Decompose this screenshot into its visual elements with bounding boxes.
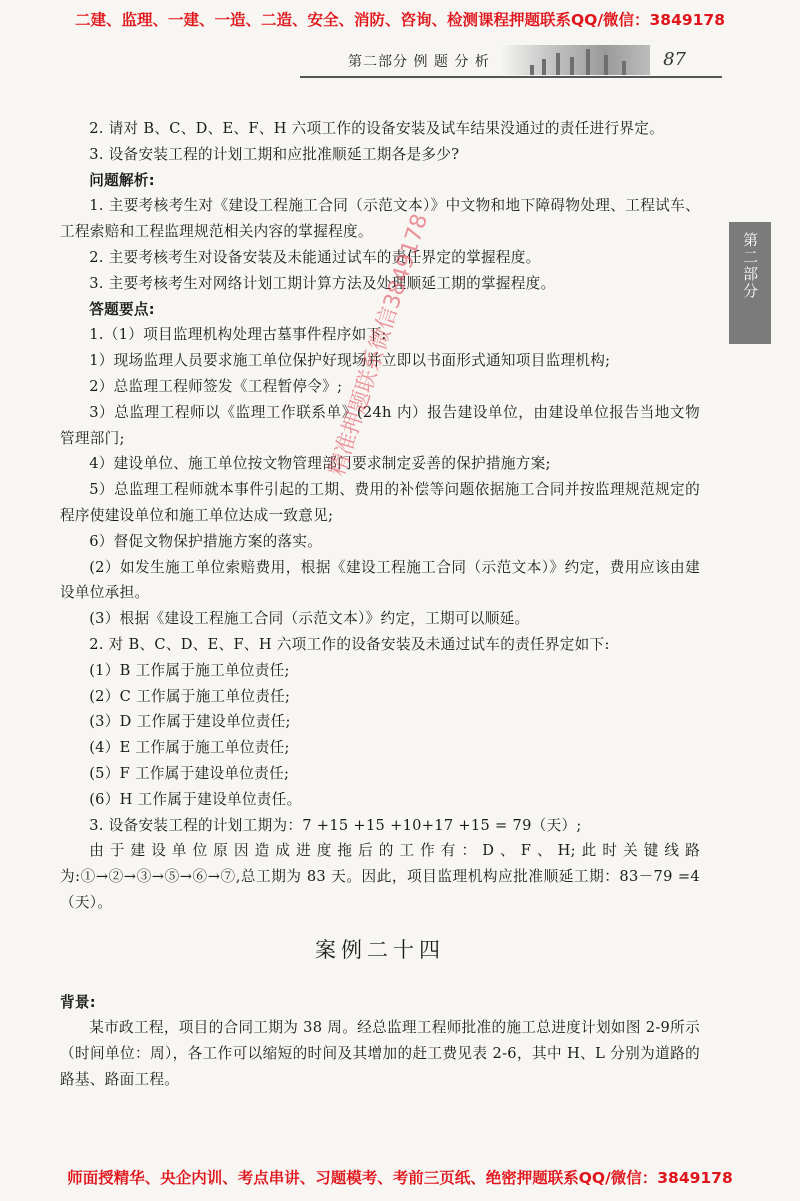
section-heading: 答题要点: — [89, 300, 155, 318]
side-tab — [729, 222, 771, 344]
paragraph: (2）C 工作属于施工单位责任; — [89, 687, 291, 705]
paragraph: (3）根据《建设工程施工合同（示范文本）》约定，工期可以顺延。 — [89, 610, 530, 628]
paragraph: 2. 对 B、C、D、E、F、H 六项工作的设备安装及未通过试车的责任界定如下: — [89, 635, 610, 653]
paragraph: (4）E 工作属于施工单位责任; — [89, 739, 290, 757]
paragraph: 1）现场监理人员要求施工单位保护好现场并立即以书面形式通知项目监理机构; — [89, 352, 611, 370]
background-label: 背景: — [60, 993, 96, 1011]
paragraph: 3. 设备安装工程的计划工期为：7 +15 +15 +10+17 +15 = 79（天）; — [89, 816, 582, 834]
paragraph: 6）督促文物保护措施方案的落实。 — [89, 532, 323, 550]
paragraph: 2. 请对 B、C、D、E、F、H 六项工作的设备安装及试车结果没通过的责任进行界定。 — [89, 120, 665, 137]
paragraph: 1.（1）项目监理机构处理古墓事件程序如下: — [89, 326, 387, 344]
paragraph: (3）D 工作属于建设单位责任; — [89, 713, 291, 731]
paragraph: 2. 主要考核考生对设备安装及未能通过试车的责任界定的掌握程度。 — [89, 248, 541, 266]
paragraph: 3）总监理工程师以《监理工作联系单》(24h 内）报告建设单位，由建设单位报告当地文物管理部门; — [60, 403, 700, 447]
case-title: 案例二十四 — [315, 937, 445, 962]
background-text: 某市政工程，项目的合同工期为 38 周。经总监理工程师批准的施工总进度计划如图 2-9所示（时间单位：周），各工作可以缩短的时间及其增加的赶工费见表 2-6，其中 H、L 分别为道路的路基、路面工程。 — [60, 1019, 700, 1088]
section-title: 第二部分 例 题 分 析 — [348, 54, 490, 70]
paragraph: (5）F 工作属于建设单位责任; — [89, 764, 290, 782]
side-tab-label: 第二部分 — [741, 232, 759, 300]
paragraph: 4）建设单位、施工单位按文物管理部门要求制定妥善的保护措施方案; — [89, 455, 551, 473]
ad-banner-top: 二建、监理、一建、一造、二造、安全、消防、咨询、检测课程押题联系QQ/微信：3849178 — [74, 11, 725, 29]
paragraph: (2）如发生施工单位索赔费用，根据《建设工程施工合同（示范文本）》约定，费用应该由建设单位承担。 — [60, 558, 700, 602]
watermark: 精准押题联系微信3849178 — [324, 210, 434, 480]
paragraph: 3. 设备安装工程的计划工期和应批准顺延工期各是多少? — [89, 145, 460, 163]
paragraph-list — [60, 116, 700, 916]
paragraph: (6）H 工作属于建设单位责任。 — [89, 790, 302, 808]
section-heading: 问题解析: — [89, 171, 155, 189]
paragraph: 由于建设单位原因造成进度拖后的工作有：D、F、H;此时关键线路为:①→②→③→⑤→⑥→⑦,总工期为 83 天。因此，项目监理机构应批准顺延工期：83－79 =4（天）。 — [60, 842, 700, 911]
running-header — [300, 43, 722, 77]
page-number: 87 — [663, 49, 686, 70]
paragraph: 2）总监理工程师签发《工程暂停令》; — [89, 377, 343, 395]
ad-banner-bottom: 师面授精华、央企内训、考点串讲、习题模考、考前三页纸、绝密押题联系QQ/微信：3849178 — [67, 1169, 733, 1187]
page-body — [60, 116, 700, 1093]
paragraph: 3. 主要考核考生对网络计划工期计算方法及处理顺延工期的掌握程度。 — [89, 274, 556, 292]
header-decoration — [500, 45, 650, 75]
paragraph: 1. 主要考核考生对《建设工程施工合同（示范文本）》中文物和地下障碍物处理、工程试车、工程索赔和工程监理规范相关内容的掌握程度。 — [60, 197, 700, 241]
paragraph: 5）总监理工程师就本事件引起的工期、费用的补偿等问题依据施工合同并按监理规范规定的程序使建设单位和施工单位达成一致意见; — [60, 481, 700, 524]
header-rule — [300, 76, 722, 78]
paragraph: (1）B 工作属于施工单位责任; — [89, 661, 290, 679]
